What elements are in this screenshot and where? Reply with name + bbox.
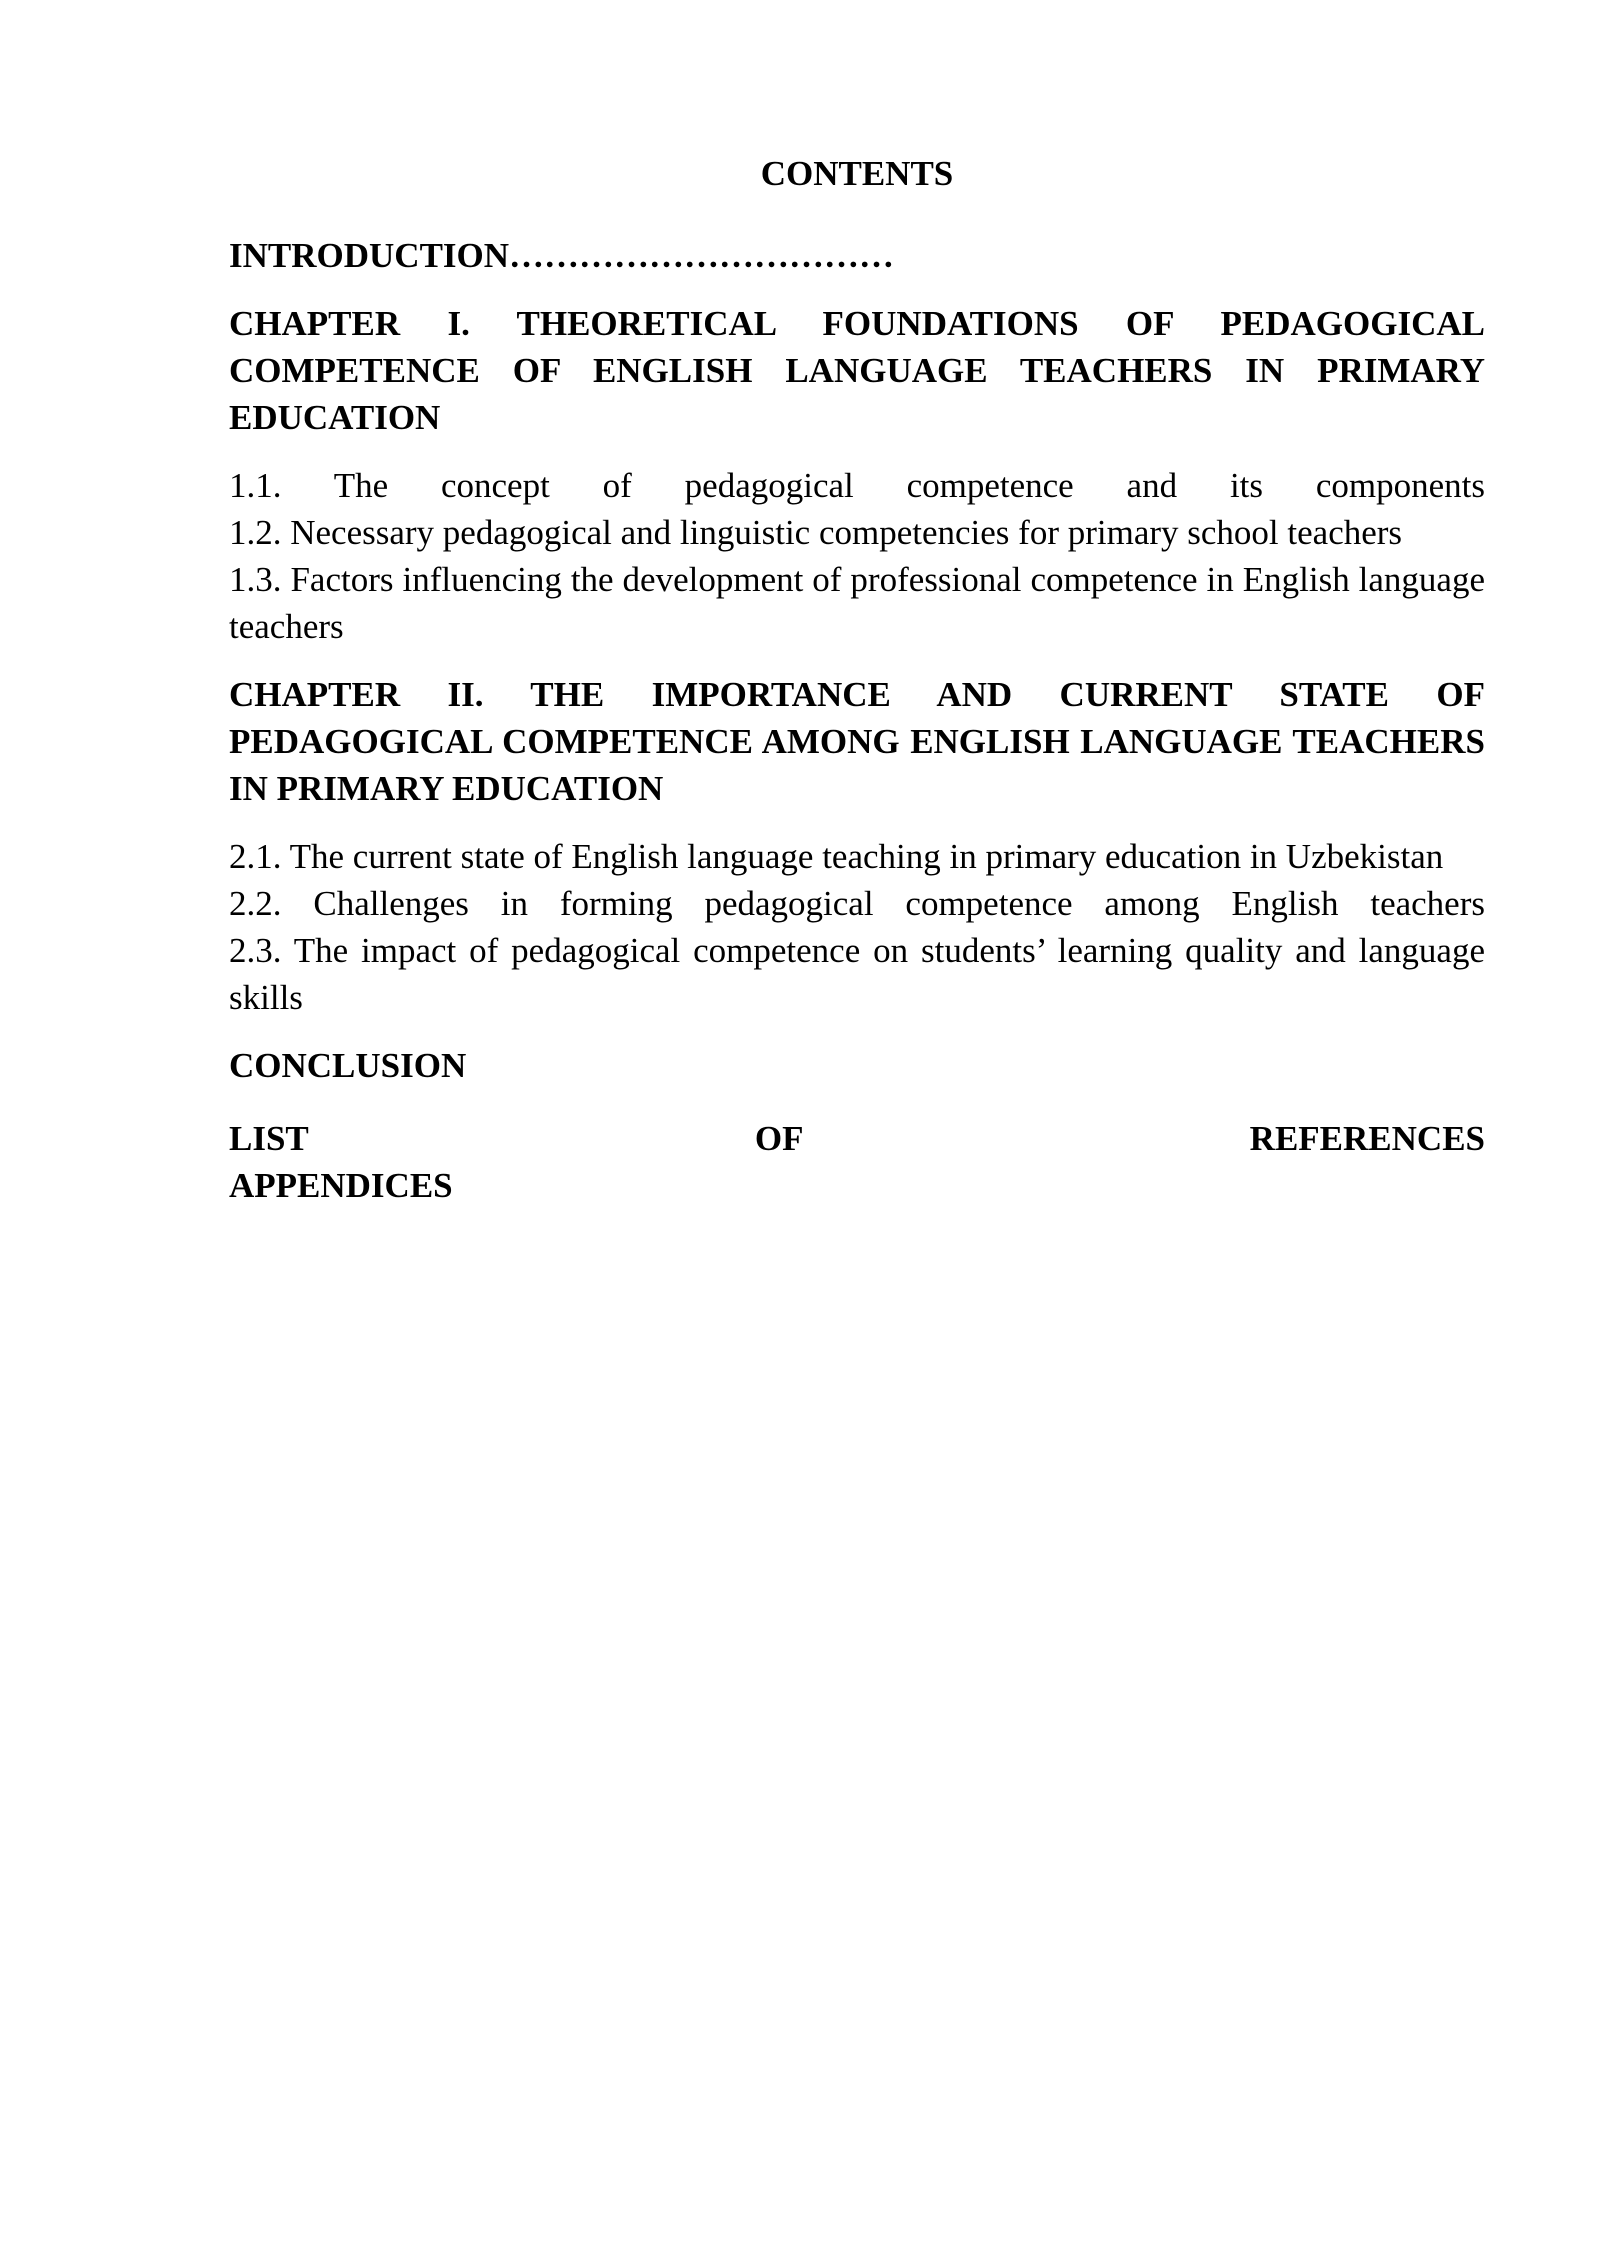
chapter-2-heading: CHAPTER II. THE IMPORTANCE AND CURRENT STATE OF PEDAGOGICAL COMPETENCE AMONG ENGLISH LANGUAGE TEACHERS IN PRIMARY EDUCATION: [229, 675, 1485, 808]
section-2-2: 2.2. Challenges in forming pedagogical competence among English teachers: [229, 884, 1485, 923]
references-word-of: OF: [754, 1119, 804, 1158]
section-1-1: 1.1. The concept of pedagogical competence and its components: [229, 466, 1485, 505]
contents-title: CONTENTS: [760, 154, 954, 193]
section-2-3: 2.3. The impact of pedagogical competence on students’ learning quality and language skills: [229, 931, 1485, 1017]
references-word-list: LIST: [229, 1119, 309, 1158]
chapter-2-sections: [229, 833, 1485, 1021]
chapter-1-heading: CHAPTER I. THEORETICAL FOUNDATIONS OF PEDAGOGICAL COMPETENCE OF ENGLISH LANGUAGE TEACHERS IN PRIMARY EDUCATION: [229, 304, 1485, 437]
references-entry: [229, 1115, 1485, 1162]
section-1-2: 1.2. Necessary pedagogical and linguistic competencies for primary school teachers: [229, 513, 1403, 552]
conclusion-entry: CONCLUSION: [229, 1046, 467, 1085]
chapter-1-sections: [229, 462, 1485, 650]
section-1-3: 1.3. Factors influencing the development of professional competence in English language teachers: [229, 560, 1485, 646]
references-word-references: REFERENCES: [1249, 1119, 1485, 1158]
introduction-entry: INTRODUCTION……………………………: [229, 236, 895, 275]
appendices-entry: APPENDICES: [229, 1166, 453, 1205]
document-page: [229, 150, 1485, 1209]
section-2-1: 2.1. The current state of English language teaching in primary education in Uzbekistan: [229, 837, 1444, 876]
